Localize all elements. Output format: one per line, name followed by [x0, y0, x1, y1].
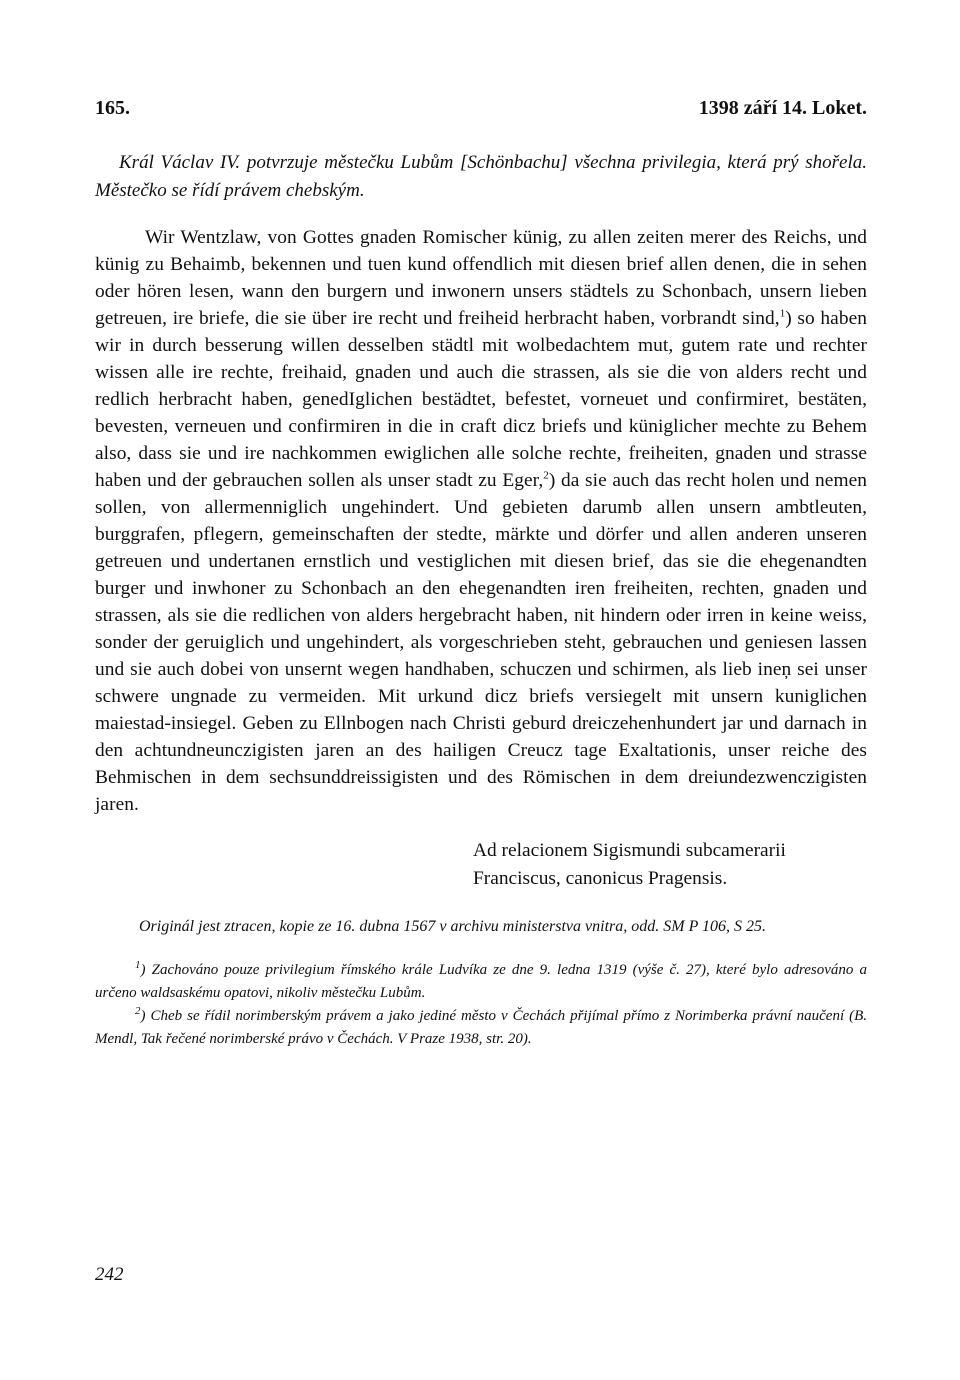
- chancery-note: [473, 837, 867, 893]
- charter-text-part-3: ) da sie auch das recht holen und nemen sollen, von allermenniglich ungehindert. Und gebieten darumb allen unsern ambtleuten, burggrafen, pflegern, gemeinschaften der stedte, märkte und dörfer und allen anderen unseren getreuen und undertanen ernstlich und vestiglichen mit diesen brief, das sie die ehegenandten burger und inwhoner zu Schonbach an den ehegenandten iren freiheiten, rechten, gnaden und strassen, als sie die redlichen von alders hergebracht haben, nit hindern oder irren in keine weiss, sonder der geruiglich und ungehindert, als vorgeschrieben steht, gebrauchen und geniesen lassen und sie auch dobei von unsernt wegen handhaben, schuczen und schirmen, als lieb ineņ sei unser schwere ungnade zu vermeiden. Mit urkund dicz briefs versiegelt mit unsern kuniglichen maiestad-insiegel. Geben zu Ellnbogen nach Christi geburd dreiczehenhundert jar und darnach in den achtundneunczigisten jaren an des hailigen Creucz tage Exaltationis, unser reiche des Behmischen in dem sechsunddreissigisten und des Römischen in dem dreiundezwenczigisten jaren.: [95, 470, 867, 815]
- charter-text-part-2: ) so haben wir in durch besserung willen desselben städtl mit wolbedachtem mut, gutem rate und rechter wissen alle ire rechte, freihaid, gnaden und auch die strassen, als sie die von alders recht und redlich herbracht haben, genedIglichen bestädtet, befestet, vorneuet und confirmiret, bestäten, bevesten, verneuen und confirmiren in die in craft dicz briefs und küniglicher mechte zu Behem also, dass sie und ire nachkommen ewiglichen alle solche rechte, freiheiten, gnaden und strasse haben und der gebrauchen sollen als unser stadt zu Eger,: [95, 308, 867, 491]
- page-header: [95, 95, 867, 121]
- footnote-mark-1: 1: [135, 959, 141, 972]
- footnotes: [95, 959, 867, 1051]
- document-date-place: 1398 září 14. Loket.: [698, 97, 867, 119]
- footnote-1: [95, 959, 867, 1005]
- chancery-note-line-1: Ad relacionem Sigismundi subcamerarii: [473, 840, 786, 862]
- document-page: [95, 95, 867, 1051]
- footnote-mark-2: 2: [135, 1005, 141, 1018]
- footnote-ref-1: 1: [779, 307, 786, 320]
- footnote-text-2: ) Cheb se řídil norimberským právem a jako jediné město v Čechách přijímal přímo z Norimberka právní naučení (B. Mendl, Tak řečené norimberské právo v Čechách. V Praze 1938, str. 20).: [95, 1008, 867, 1048]
- document-number: 165.: [95, 97, 130, 119]
- summary-paragraph: Král Václav IV. potvrzuje městečku Lubům [Schönbachu] všechna privilegia, která prý shořela. Městečko se řídí právem chebským.: [95, 152, 867, 201]
- source-note: Originál jest ztracen, kopie ze 16. dubna 1567 v archivu ministerstva vnitra, odd. SM P 106, S 25.: [139, 918, 767, 936]
- page-number: 242: [95, 1264, 124, 1285]
- footnote-text-1: ) Zachováno pouze privilegium římského krále Ludvíka ze dne 9. ledna 1319 (výše č. 27), které bylo adresováno a určeno waldsaskému opatovi, nikoliv městečku Lubům.: [95, 962, 867, 1002]
- chancery-note-line-2: Franciscus, canonicus Pragensis.: [473, 868, 728, 890]
- footnote-ref-2: 2: [543, 469, 549, 482]
- footnote-2: [95, 1005, 867, 1051]
- charter-text: [95, 224, 867, 818]
- charter-text-part-1: Wir Wentzlaw, von Gottes gnaden Romischer künig, zu allen zeiten merer des Reichs, und künig zu Behaimb, bekennen und tuen kund offendlich mit diesen brief allen denen, die in sehen oder hören lesen, wann den burgern und inwonern unsers städtels zu Schonbach, unsern lieben getreuen, ire briefe, die sie über ire recht und freiheid herbracht haben, vorbrandt sind,: [95, 227, 867, 329]
